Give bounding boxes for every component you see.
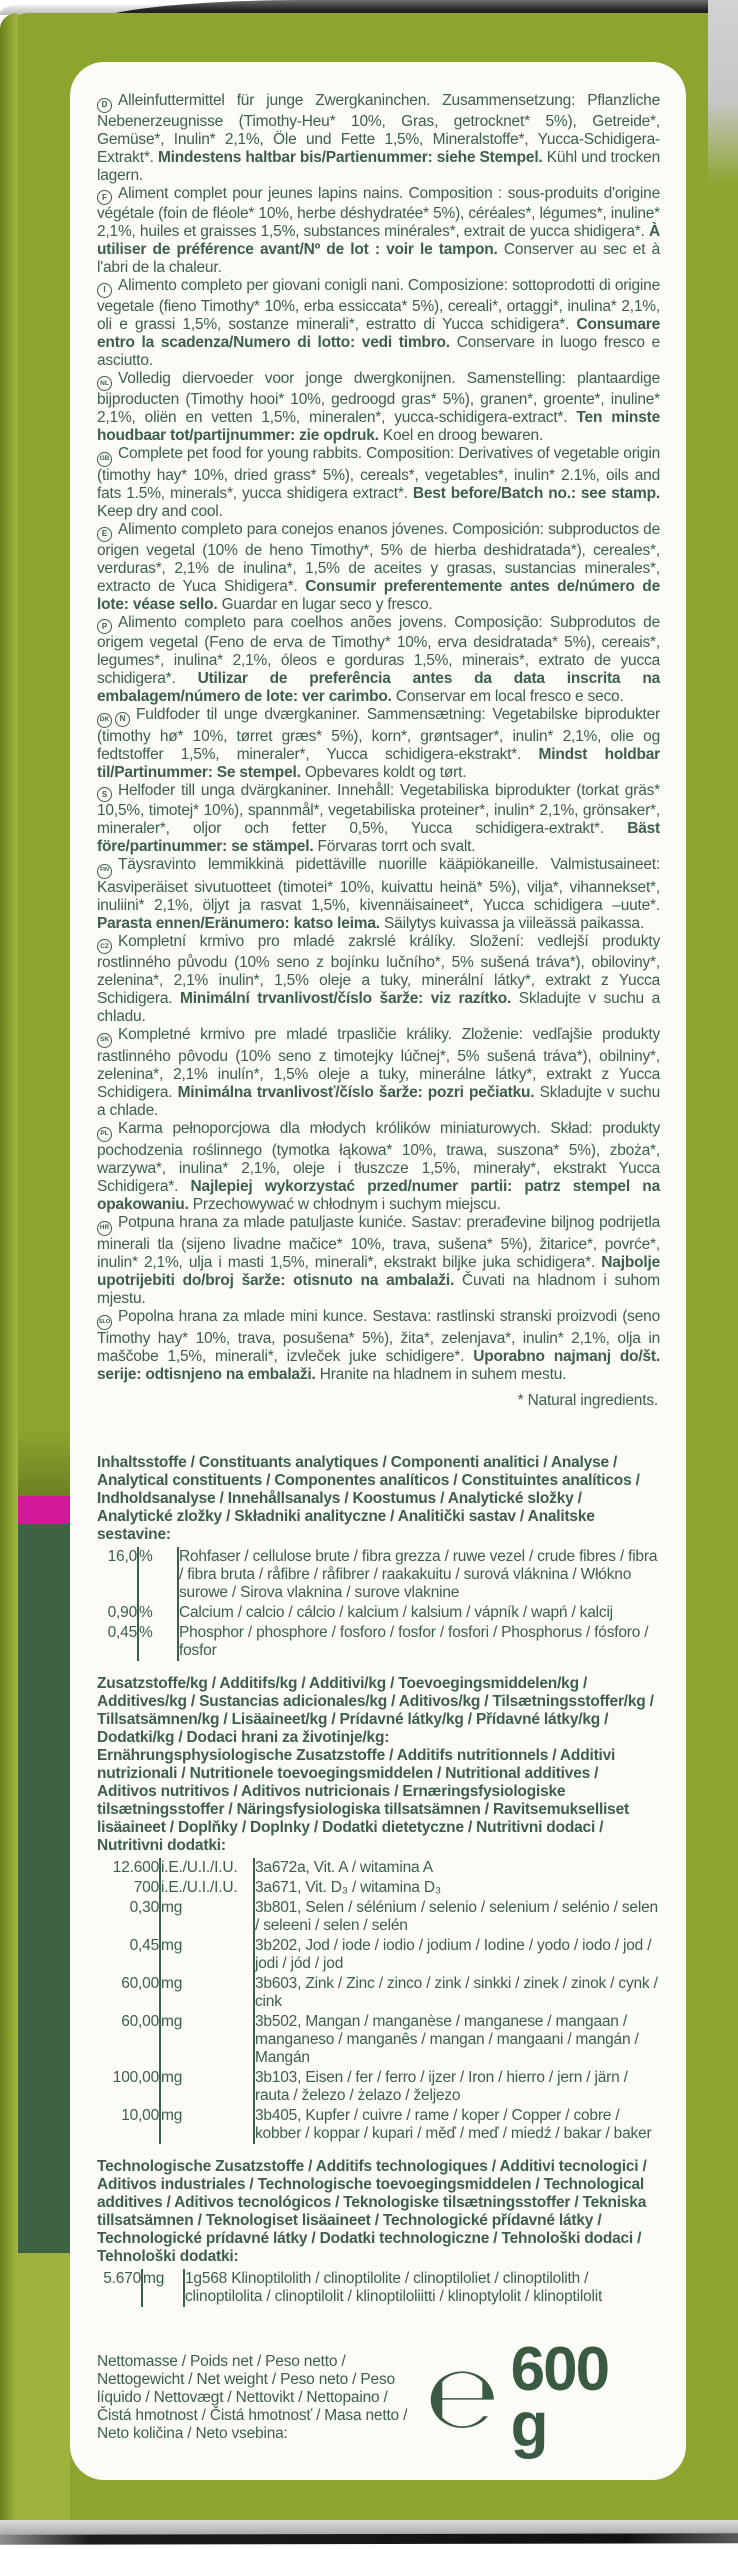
estimated-sign-icon: ℮ [425, 2347, 499, 2448]
value-cell: 60,00 [97, 1974, 160, 2012]
storage-note-tail: Keep dry and cool. [97, 503, 223, 520]
storage-note-tail: Kühl und trocken lagern. [97, 148, 660, 184]
language-paragraph [97, 933, 660, 1027]
language-code-badge: E [97, 527, 112, 542]
language-paragraph [97, 92, 660, 185]
table-row [97, 2012, 660, 2068]
language-code-badge: F [97, 190, 112, 205]
language-code-badge: HR [97, 1221, 112, 1236]
nutritional-additives-heading: Ernährungsphysiologische Zusatzstoffe / Additifs nutritionnels / Additivi nutrizionali / Nutritionele toevoegingsmiddelen / Nutritional additives / Aditivos nutritivos / Aditivos nutricionais / Ernæringsfysiologiske tilsætningsstoffer / Näringsfysiologiska tillsatsämnen / Ravitsemukselliset lisäaineet / Doplňky / Doplnky / Dodatki dietetyczne / Nutritivni dodaci / Nutritivni dodatki: [97, 1746, 629, 1854]
label-cell: 3b405, Kupfer / cuivre / rame / koper / Copper / cobre / kobber / koppar / kupari / měď / meď / miedź / bakar / baker [255, 2106, 652, 2142]
language-paragraph [97, 614, 660, 707]
storage-note-bold: Consumare entro la scadenza/Numero di lotto: vedi timbro. [97, 315, 660, 351]
unit-cell: mg [160, 1974, 254, 2012]
value-cell: 10,00 [97, 2106, 160, 2144]
table-row [97, 1878, 660, 1898]
net-weight-display [425, 2335, 660, 2461]
table-row [97, 1623, 660, 1661]
language-paragraph [97, 370, 660, 446]
storage-note-tail: Säilytys kuivassa ja viileässä paikassa. [379, 914, 644, 932]
technological-additives-heading: Technologische Zusatzstoffe / Additifs technologiques / Additivi tecnologici / Aditivos industriales / Technologische toevoegingsmiddelen / Technological additives / Aditivos tecnológicos / Teknologiske tilsætningsstoffer / Tekniska tillsatsämnen / Teknologiset lisäaineet / Technologické přídavné látky / Technologické prídavné látky / Dodatki technologiczne / Tehnološki dodaci / Tehnološki dodatki: [97, 2157, 647, 2265]
composition-text: Popolna hrana za mlade mini kunce. Sestava: rastlinski stranski proizvodi (seno Timothy hay* 10%, trava, posušena* 5%), žita*, zelenjava*, inulin* 2,1%, olja in maščobe 1,5%, minerali*, izvleček juke schidigere*. [97, 1307, 660, 1365]
language-code-badge: CZ [97, 939, 112, 954]
unit-cell: mg [160, 1898, 254, 1936]
value-cell: 100,00 [97, 2068, 160, 2106]
analytical-constituents-table [97, 1547, 660, 1661]
label-cell: 3b202, Jod / iode / iodio / jodium / Iodine / yodo / iodo / jod / jodi / jód / jod [255, 1936, 652, 1972]
language-code-badge: D [97, 98, 112, 113]
composition-text: Kompletní krmivo pro mladé zakrslé králíky. Složení: vedlejší produkty rostlinného původu (10% seno z bojínku lučního*, 5% sušená tráva*), obiloviny*, zelenina*, 2,1% inulin*, 1,5% oleje a tuky, minerální látky*, extrakt z Yucca Schidigera. [97, 932, 660, 1008]
language-code-badges [97, 185, 115, 202]
value-cell: 5.670 [97, 2269, 142, 2307]
label-cell: 3b603, Zink / Zinc / zinco / zink / sinkki / zinek / zinok / cynk / cink [255, 1974, 658, 2010]
label-cell: 3b801, Selen / sélénium / selenio / selenium / selénio / selen / seleeni / selen / selén [255, 1898, 658, 1934]
composition-text: Fuldfoder til unge dværgkaniner. Sammensætning: Vegetabilske biprodukter (timothy hø* 10%, tørret græs* 5%), korn*, grøntsager*, inulin* 2,1%, olie og fedtstoffer 1,5%, mineraler*, Yucca schidigera-ekstrakt*. [97, 706, 660, 763]
language-paragraph [97, 1308, 660, 1384]
composition-text: Volledig diervoeder voor jonge dwergkonijnen. Samenstelling: plantaardige bijproducten (Timothy hooi* 10%, gedroogd gras* 5%), granen*, groente*, inuline* 2,1%, oliën en vetten 1,5%, mineralen*, yucca-schidigera-extract*. [97, 369, 660, 427]
package-right-edge-highlight [708, 0, 738, 185]
table-row [97, 2269, 660, 2307]
language-code-badge: S [97, 787, 112, 802]
storage-note-tail: Skladujte v suchu a chladu. [97, 990, 661, 1026]
language-paragraph [97, 1026, 660, 1120]
package-left-fold-edge [0, 13, 18, 2521]
unit-cell: i.E./U.I./I.U. [160, 1858, 254, 1878]
language-code-badge: NL [97, 376, 112, 391]
storage-note-tail: Koel en droog bewaren. [378, 427, 544, 445]
table-row [97, 1974, 660, 2012]
storage-note-bold: Ten minste houdbaar tot/partijnummer: zie opdruk. [97, 409, 660, 445]
value-cell: 12.600 [97, 1858, 160, 1878]
storage-note-tail: Conservare in luogo fresco e asciutto. [97, 333, 660, 369]
label-cell: 3a672a, Vit. A / witamina A [255, 1858, 433, 1876]
table-row [97, 1898, 660, 1936]
storage-note-bold: Minimálna trvanlivosť/číslo šarže: pozri pečiatku. [177, 1084, 535, 1101]
storage-note-bold: Best before/Batch no.: see stamp. [412, 485, 660, 502]
storage-note-bold: Utilizar de preferência antes da data inscrita na embalagem/número de lote: ver carimbo. [97, 670, 661, 705]
table-row [97, 1547, 660, 1603]
language-paragraph [97, 1120, 660, 1214]
storage-note-tail: Przechowywać w chłodnym i suchym miejscu. [188, 1195, 501, 1213]
storage-note-bold: Mindestens haltbar bis/Partienummer: siehe Stempel. [157, 148, 543, 166]
language-code-badge: I [97, 283, 112, 298]
language-code-badge: FIN [97, 864, 112, 879]
storage-note-tail: Conservar em local fresco e seco. [391, 688, 624, 705]
storage-note-bold: À utiliser de préférence avant/Nº de lot : voir le tampon. [97, 223, 660, 258]
storage-note-bold: Consumir preferentemente antes de/número de lote: véase sello. [97, 577, 660, 613]
composition-text: Alimento completo para conejos enanos jóvenes. Composición: subproductos de origen vegetal (10% de heno Timothy*, 5% de hierba deshidratada*), cereales*, verduras*, 2,1% de inulina*, 1,5% de aceites y grasas, sustancias minerales*, extracto de Yuca Shidigera*. [97, 521, 660, 595]
storage-note-bold: Bäst före/partinummer: se stämpel. [97, 820, 660, 856]
value-cell: 0,30 [97, 1898, 160, 1936]
technological-additives-table [97, 2269, 660, 2307]
label-cell: 3b103, Eisen / fer / ferro / ijzer / Iron / hierro / jern / järn / rauta / železo / żelazo / željezo [255, 2068, 628, 2104]
language-code-badge: SLO [97, 1315, 112, 1330]
unit-cell: mg [160, 2068, 254, 2106]
label-cell: 1g568 Klinoptilolith / clinoptilolite / clinoptiloliet / clinoptilolith / clinoptilolita / clinoptilolit / klinoptiloliitti / klinoptylolit / klinoptilolit [185, 2269, 603, 2305]
label-card [70, 62, 686, 2480]
analytical-constituents-heading: Inhaltsstoffe / Constituants analytiques / Componenti analitici / Analyse / Analytical constituents / Componentes analíticos / Constituintes analíticos / Indholdsanalyse / Innehållsanalys / Koostumus / Analytické složky / Analytické zložky / Składniki analityczne / Analitički sastav / Analitske sestavine: [97, 1453, 640, 1543]
language-compositions [97, 92, 660, 1384]
table-row [97, 1936, 660, 1974]
language-code-badges [97, 445, 115, 462]
language-paragraph [97, 445, 660, 521]
side-panel-magenta-stripe [18, 1496, 70, 1524]
label-cell: 3a671, Vit. D₃ / witamina D₃ [255, 1878, 441, 1896]
language-code-badges [97, 782, 115, 799]
composition-text: Alimento completo para coelhos anões jovens. Composição: Subprodutos de origem vegetal (Feno de erva de Timothy* 10%, erva desidratada* 5%), cereais*, legumes*, inulina* 2,1%, óleos e gorduras 1,5%, minerais*, extrato de yucca schidigera*. [97, 613, 660, 687]
storage-note-tail: Conserver au sec et à l'abri de la chaleur. [97, 241, 660, 276]
nutritional-additives-table [97, 1858, 660, 2144]
language-code-badges [97, 277, 115, 294]
composition-text: Potpuna hrana za mlade patuljaste kuniće. Sastav: prerađevine biljnog podrijetla minerali tla (sijeno livadne mačice* 10%, trava, sušena* 5%), žitarice*, povrće*, inulin* 2,1%, ulja i masti 1,5%, minerali*, ekstrakt biljke juka schidigera*. [97, 1213, 660, 1271]
unit-cell: mg [142, 2269, 184, 2307]
language-paragraph [97, 521, 660, 614]
value-cell: 0,45 [97, 1623, 138, 1661]
label-cell: 3b502, Mangan / manganèse / manganese / mangaan / manganeso / manganês / mangan / mangaani / mangán / Mangán [255, 2012, 639, 2066]
table-row [97, 1858, 660, 1878]
language-code-badge: PL [97, 1127, 112, 1142]
language-code-badges [97, 1026, 115, 1043]
language-paragraph [97, 782, 660, 857]
language-code-badge: SK [97, 1033, 112, 1048]
side-panel-dark-green-block [18, 1524, 70, 2253]
language-code-badges [97, 1120, 115, 1137]
net-weight-section [97, 2335, 660, 2461]
unit-cell: mg [160, 2106, 254, 2144]
value-cell: 700 [97, 1878, 160, 1898]
storage-note-bold: Mindst holdbar til/Partinummer: Se stempel. [97, 745, 661, 781]
value-cell: 0,90 [97, 1603, 138, 1623]
storage-note-tail: Opbevares koldt og tørt. [300, 763, 467, 781]
table-row [97, 2068, 660, 2106]
language-paragraph [97, 856, 660, 932]
storage-note-bold: Najlepiej wykorzystać przed/numer partii: patrz stempel na opakowaniu. [97, 1177, 660, 1213]
value-cell: 60,00 [97, 2012, 160, 2068]
language-code-badges [97, 614, 115, 631]
storage-note-bold: Najbolje upotrijebiti do/broj šarže: otisnuto na ambalaži. [97, 1253, 660, 1289]
unit-cell: % [138, 1623, 178, 1661]
language-code-badge: N [115, 712, 130, 727]
unit-cell: i.E./U.I./I.U. [160, 1878, 254, 1898]
value-cell: 0,45 [97, 1936, 160, 1974]
storage-note-tail: Guardar en lugar seco y fresco. [217, 595, 433, 613]
label-cell: Calcium / calcio / cálcio / kalcium / kalsium / vápník / wapń / kalcij [179, 1603, 613, 1621]
composition-text: Alleinfuttermittel für junge Zwergkaninchen. Zusammensetzung: Pflanzliche Nebenerzeugnisse (Timothy-Heu* 10%, Gras, getrocknet* 5%), Getreide*, Gemüse*, Inulin* 2,1%, Öle und Fette 1,5%, Mineralstoffe*, Yucca-Schidigera-Extrakt*. [97, 92, 660, 166]
composition-text: Kompletné krmivo pre mladé trpasličie králiky. Zloženie: vedľajšie produkty rastlinného pôvodu (10% seno z timotejky lúčnej*, 5% sušená tráva*), obilniny*, zelenina*, 2,1% inulín*, 1,5% oleje a tuky, minerálne látky*, extrakt z Yucca Schidigera. [97, 1026, 660, 1101]
value-cell: 16,0 [97, 1547, 138, 1603]
language-paragraph [97, 1214, 660, 1308]
language-code-badges [97, 92, 115, 109]
table-row [97, 1603, 660, 1623]
composition-text: Karma pełnoporcjowa dla młodych królików miniaturowych. Skład: produkty pochodzenia roślinnego (tymotka łąkowa* 10%, trawa, suszona* 5%), zboża*, warzywa*, inulina* 2,1%, oleje i tłuszcze 1,5%, minerały*, ekstrakt Yucca Schidigera*. [97, 1120, 660, 1195]
composition-text: Täysravinto lemmikkinä pidettäville nuorille kääpiökaneille. Valmistusaineet: Kasviperäiset sivutuotteet (timotei* 10%, kuivattu heinä* 5%), vilja*, vihannekset*, inuliini* 2,1%, öljyt ja rasvat 1,5%, kivennäisaineet*, Yucca schidigera –uute*. [97, 856, 660, 914]
package-side-panel [18, 13, 70, 2521]
package-bottom-seam [0, 2533, 738, 2545]
storage-note-tail: Čuvati na hladnom i suhom mjestu. [97, 1271, 660, 1307]
natural-ingredients-note: * Natural ingredients. [517, 1391, 658, 1409]
side-panel-shadow [18, 1431, 70, 1496]
language-code-badges [97, 1308, 115, 1325]
language-code-badge: P [97, 619, 112, 634]
storage-note-tail: Hranite na hladnem in suhem mestu. [315, 1365, 567, 1383]
language-code-badges [97, 370, 115, 387]
net-weight-labels: Nettomasse / Poids net / Peso netto / Nettogewicht / Net weight / Peso neto / Peso líquido / Nettovægt / Nettovikt / Nettopaino / Čistá hmotnost / Čistá hmotnosť / Masa netto / Neto količina / Neto vsebina: [97, 2353, 408, 2443]
storage-note-bold: Uporabno najmanj do/št. serije: odtisnjeno na embalaži. [97, 1347, 660, 1383]
label-cell: Phosphor / phosphore / fosforo / fosfor / fosfori / Phosphorus / fósforo / fosfor [179, 1623, 649, 1659]
language-code-badges [97, 933, 115, 950]
language-code-badge: DK [97, 713, 112, 728]
language-paragraph [97, 277, 660, 370]
unit-cell: % [138, 1547, 178, 1603]
language-paragraph [97, 185, 660, 278]
composition-text: Helfoder till unga dvärgkaniner. Innehåll: Vegetabiliska biprodukter (torkat gräs* 10,5%, timotej* 10%), spannmål*, vegetabiliska proteiner*, inulin* 2,1%, grönsaker*, mineraler*, oljor och fetter 0,5%, Yucca schidigera-extrakt*. [97, 781, 660, 838]
additives-per-kg-heading: Zusatzstoffe/kg / Additifs/kg / Additivi/kg / Toevoegingsmiddelen/kg / Additives/kg / Sustancias adicionales/kg / Aditivos/kg / Tilsætningsstoffer/kg / Tillsatsämnen/kg / Lisäaineet/kg / Prídavné látky/kg / Přídavné látky/kg / Dodatki/kg / Dodaci hrani za životinje/kg: [97, 1674, 654, 1746]
storage-note-tail: Förvaras torrt och svalt. [313, 838, 476, 856]
composition-text: Aliment complet pour jeunes lapins nains. Composition : sous-produits d'origine végétale (foin de fléole* 10%, herbe déshydratée* 5%), céréales*, légumes*, inuline* 2,1%, huiles et graisses 1,5%, substances minérales*, extrait de yucca shidigera*. [97, 184, 660, 240]
language-paragraph [97, 706, 660, 782]
composition-text: Complete pet food for young rabbits. Composition: Derivatives of vegetable origin (timothy hay* 10%, dried grass* 5%), cereals*, vegetables*, inulin* 2.1%, oils and fats 1.5%, minerals*, yucca shidigera extract*. [97, 445, 660, 502]
table-row [97, 2106, 660, 2144]
language-code-badges [97, 706, 133, 723]
unit-cell: mg [160, 2012, 254, 2068]
language-code-badges [97, 521, 115, 538]
language-code-badges [97, 1214, 115, 1231]
storage-note-tail: Skladujte v suchu a chlade. [97, 1084, 660, 1119]
unit-cell: % [138, 1603, 178, 1623]
language-code-badges [97, 856, 115, 873]
net-weight-value: 600 g [510, 2335, 609, 2461]
side-panel-olive-block [18, 2253, 70, 2521]
unit-cell: mg [160, 1936, 254, 1974]
storage-note-bold: Minimální trvanlivost/číslo šarže: viz razítko. [179, 990, 512, 1008]
label-cell: Rohfaser / cellulose brute / fibra grezza / ruwe vezel / crude fibres / fibra / fibra bruta / råfibre / råfibrer / raakakuitu / surová vláknina / Włókno surowe / Sirova vlaknina / surove vlaknine [179, 1547, 658, 1601]
composition-text: Alimento completo per giovani conigli nani. Composizione: sottoprodotti di origine vegetale (fieno Timothy* 10%, erba essiccata* 5%), cereali*, ortaggi*, inulina* 2,1%, oli e grassi 1,5%, sostanze minerali*, estratto di Yucca schidigera*. [97, 277, 660, 333]
storage-note-bold: Parasta ennen/Eränumero: katso leima. [97, 914, 380, 932]
language-code-badge: GB [97, 452, 112, 467]
